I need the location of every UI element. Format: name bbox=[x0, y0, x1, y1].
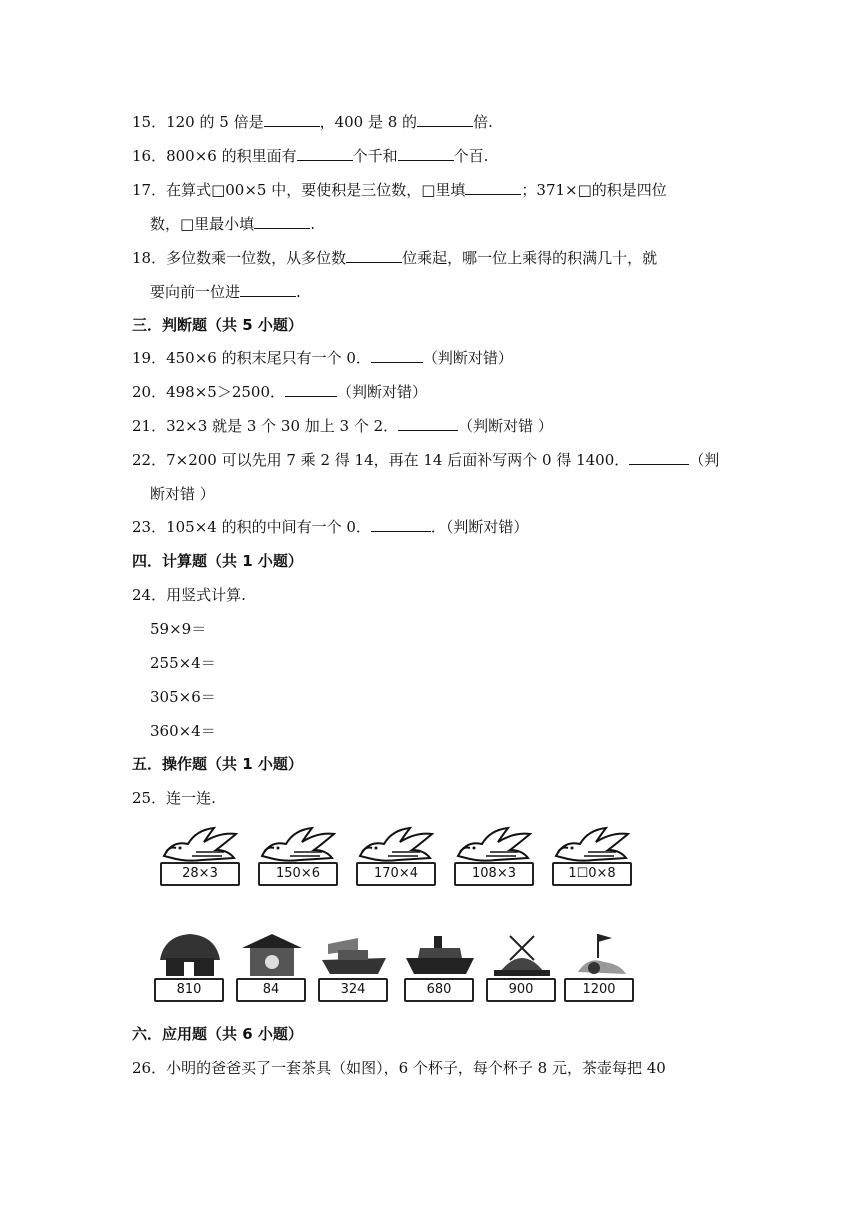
answer-blank[interactable] bbox=[417, 112, 473, 127]
question-21: 21．32×3 就是 3 个 30 加上 3 个 2． （判断对错 ） bbox=[132, 417, 553, 435]
question-19: 19．450×6 的积末尾只有一个 0． （判断对错） bbox=[132, 349, 513, 367]
ship-card[interactable] bbox=[316, 930, 390, 1004]
question-25-title: 25．连一连. bbox=[132, 789, 216, 807]
ship-card[interactable] bbox=[402, 930, 476, 1004]
section-heading: 五．操作题（共 1 小题） bbox=[132, 755, 303, 773]
number-label: 680 bbox=[404, 978, 474, 1002]
expression-label: 28×3 bbox=[160, 862, 240, 886]
calc-item: 59×9＝ bbox=[150, 620, 207, 638]
number-label: 1200 bbox=[564, 978, 634, 1002]
question-17: 17．在算式□00×5 中，要使积是三位数，□里填 ；371×□的积是四位 bbox=[132, 181, 667, 199]
dove-card[interactable] bbox=[452, 826, 536, 890]
question-18-cont: 要向前一位进 . bbox=[150, 283, 301, 301]
number-label: 900 bbox=[486, 978, 556, 1002]
answer-blank[interactable] bbox=[371, 348, 423, 363]
dove-icon bbox=[358, 826, 436, 864]
calc-item: 360×4＝ bbox=[150, 722, 216, 740]
answer-blank[interactable] bbox=[297, 146, 353, 161]
question-24-title: 24．用竖式计算. bbox=[132, 586, 246, 604]
house-card[interactable] bbox=[152, 930, 226, 1004]
answer-blank[interactable] bbox=[346, 248, 402, 263]
dove-icon bbox=[260, 826, 338, 864]
tent-card[interactable] bbox=[484, 930, 558, 1004]
boat-icon bbox=[318, 930, 390, 978]
question-17-cont: 数，□里最小填 . bbox=[150, 215, 315, 233]
expression-label: 170×4 bbox=[356, 862, 436, 886]
dove-card[interactable] bbox=[354, 826, 438, 890]
tent-icon bbox=[486, 930, 558, 978]
section-heading: 三．判断题（共 5 小题） bbox=[132, 316, 303, 334]
question-18: 18．多位数乘一位数，从多位数 位乘起，哪一位上乘得的积满几十，就 bbox=[132, 249, 658, 267]
expression-label: 150×6 bbox=[258, 862, 338, 886]
answer-blank[interactable] bbox=[465, 180, 521, 195]
dove-icon bbox=[554, 826, 632, 864]
expression-label: 1☐0×8 bbox=[552, 862, 632, 886]
question-26: 26．小明的爸爸买了一套茶具（如图），6 个杯子，每个杯子 8 元，茶壶每把 40 bbox=[132, 1059, 666, 1077]
question-15: 15．120 的 5 倍是 ，400 是 8 的 倍. bbox=[132, 113, 493, 131]
house-card[interactable] bbox=[234, 930, 308, 1004]
expression-label: 108×3 bbox=[454, 862, 534, 886]
round-house-icon bbox=[154, 930, 226, 978]
flag-icon bbox=[564, 930, 636, 978]
section-heading: 六．应用题（共 6 小题） bbox=[132, 1025, 303, 1043]
ship-icon bbox=[404, 930, 476, 978]
dove-icon bbox=[456, 826, 534, 864]
building-card[interactable] bbox=[562, 930, 636, 1004]
question-22-cont: 断对错 ） bbox=[150, 485, 215, 503]
dove-icon bbox=[162, 826, 240, 864]
calc-item: 255×4＝ bbox=[150, 654, 216, 672]
answer-blank[interactable] bbox=[371, 517, 431, 532]
dove-card[interactable] bbox=[550, 826, 634, 890]
question-20: 20．498×5＞2500． （判断对错） bbox=[132, 383, 428, 401]
answer-blank[interactable] bbox=[398, 416, 458, 431]
number-label: 810 bbox=[154, 978, 224, 1002]
dove-card[interactable] bbox=[256, 826, 340, 890]
answer-blank[interactable] bbox=[629, 450, 689, 465]
house-icon bbox=[236, 930, 308, 978]
answer-blank[interactable] bbox=[254, 214, 310, 229]
question-22: 22．7×200 可以先用 7 乘 2 得 14，再在 14 后面补写两个 0 得 1400． （判 bbox=[132, 451, 720, 469]
calc-item: 305×6＝ bbox=[150, 688, 216, 706]
question-16: 16．800×6 的积里面有 个千和 个百. bbox=[132, 147, 489, 165]
answer-blank[interactable] bbox=[285, 382, 337, 397]
dove-card[interactable] bbox=[158, 826, 242, 890]
section-heading: 四．计算题（共 1 小题） bbox=[132, 552, 303, 570]
number-label: 324 bbox=[318, 978, 388, 1002]
question-23: 23．105×4 的积的中间有一个 0． ．（判断对错） bbox=[132, 518, 529, 536]
number-label: 84 bbox=[236, 978, 306, 1002]
answer-blank[interactable] bbox=[398, 146, 454, 161]
answer-blank[interactable] bbox=[264, 112, 320, 127]
answer-blank[interactable] bbox=[240, 282, 296, 297]
